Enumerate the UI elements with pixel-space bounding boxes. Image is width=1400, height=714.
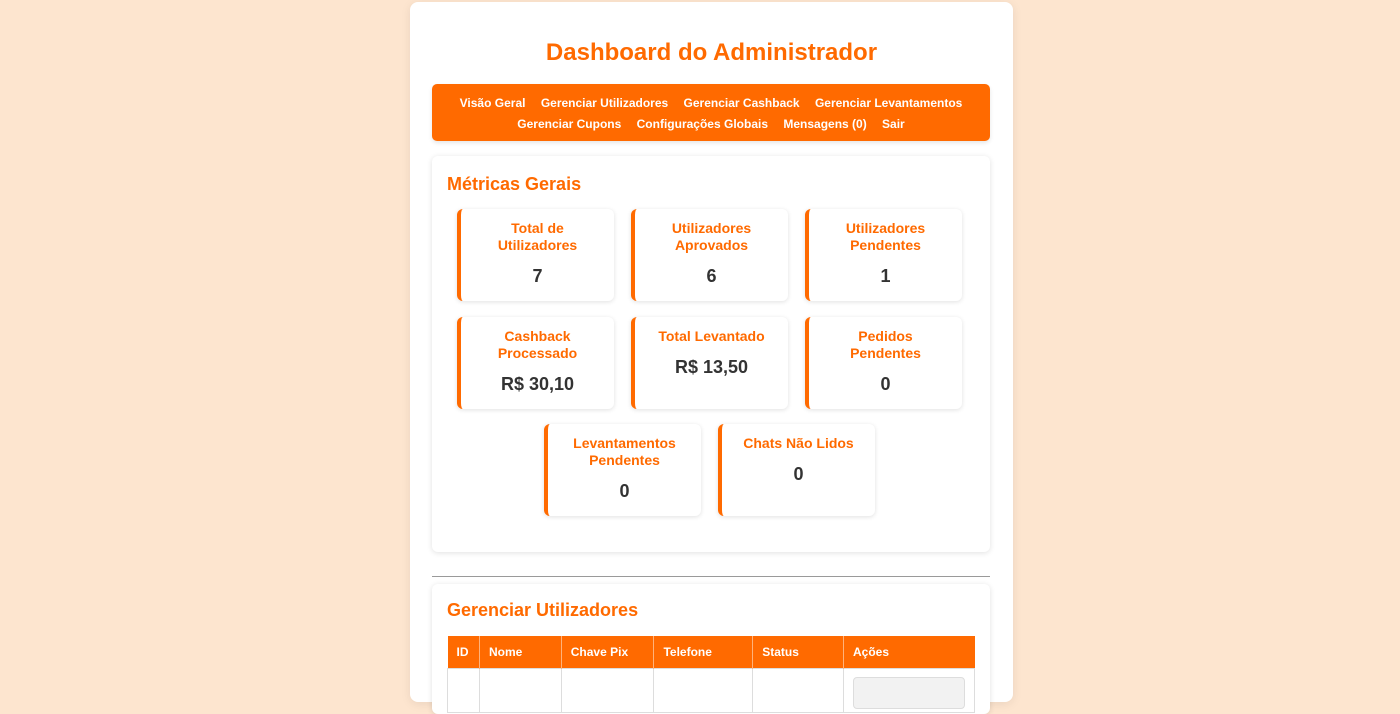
nav-link-gerenciar-utilizadores[interactable]: Gerenciar Utilizadores — [540, 96, 669, 110]
metric-card-utilizadores-pendentes — [805, 209, 962, 301]
users-title: Gerenciar Utilizadores — [447, 600, 639, 620]
table-cell — [448, 668, 480, 712]
column-header-id[interactable]: ID — [448, 636, 480, 668]
metric-card-total-utilizadores — [457, 209, 614, 301]
nav-link-gerenciar-cupons[interactable]: Gerenciar Cupons — [517, 117, 622, 131]
table-row — [448, 668, 975, 712]
users-table — [447, 636, 975, 713]
nav-link-sair[interactable]: Sair — [882, 117, 905, 131]
dashboard-container — [410, 2, 1013, 702]
table-header-row — [448, 636, 975, 668]
metric-label: Utilizadores Pendentes — [845, 220, 926, 253]
table-cell — [561, 668, 654, 712]
column-header-acoes[interactable]: Ações — [844, 636, 975, 668]
column-header-chave-pix[interactable]: Chave Pix — [561, 636, 654, 668]
section-divider — [432, 576, 990, 577]
metrics-section — [432, 156, 990, 552]
metric-label: Total de Utilizadores — [497, 220, 578, 253]
metric-value: 0 — [880, 374, 891, 394]
metric-label: Levantamentos Pendentes — [573, 435, 676, 468]
nav-link-mensagens[interactable]: Mensagens (0) — [783, 117, 867, 131]
nav-link-gerenciar-levantamentos[interactable]: Gerenciar Levantamentos — [814, 96, 963, 110]
metric-label: Pedidos Pendentes — [850, 328, 921, 361]
table-cell — [844, 668, 975, 712]
column-header-nome[interactable]: Nome — [479, 636, 561, 668]
metric-value: 6 — [706, 266, 717, 286]
metric-value: R$ 30,10 — [500, 374, 575, 394]
metrics-title: Métricas Gerais — [447, 174, 582, 194]
column-header-status[interactable]: Status — [753, 636, 844, 668]
nav-link-configuracoes-globais[interactable]: Configurações Globais — [636, 117, 768, 131]
metric-card-total-levantado — [631, 317, 788, 409]
metric-value: 7 — [532, 266, 543, 286]
nav-row-1 — [432, 96, 990, 110]
metric-value: 0 — [793, 464, 804, 484]
metric-card-pedidos-pendentes — [805, 317, 962, 409]
metric-card-chats-nao-lidos — [718, 424, 875, 516]
metric-card-utilizadores-aprovados — [631, 209, 788, 301]
users-section — [432, 584, 990, 714]
table-cell — [479, 668, 561, 712]
metric-value: 0 — [619, 481, 630, 501]
table-cell — [753, 668, 844, 712]
nav-row-2 — [432, 117, 990, 131]
metric-card-levantamentos-pendentes — [544, 424, 701, 516]
nav-link-visao-geral[interactable]: Visão Geral — [459, 96, 526, 110]
metric-label: Utilizadores Aprovados — [671, 220, 752, 253]
metric-value: R$ 13,50 — [674, 357, 749, 377]
metric-value: 1 — [880, 266, 891, 286]
column-header-telefone[interactable]: Telefone — [654, 636, 753, 668]
metric-label: Chats Não Lidos — [743, 435, 854, 451]
nav-link-gerenciar-cashback[interactable]: Gerenciar Cashback — [683, 96, 800, 110]
metric-card-cashback-processado — [457, 317, 614, 409]
table-cell — [654, 668, 753, 712]
main-nav — [432, 84, 990, 141]
metric-label: Cashback Processado — [497, 328, 578, 361]
metric-label: Total Levantado — [658, 328, 765, 344]
page-title: Dashboard do Administrador — [545, 39, 878, 66]
